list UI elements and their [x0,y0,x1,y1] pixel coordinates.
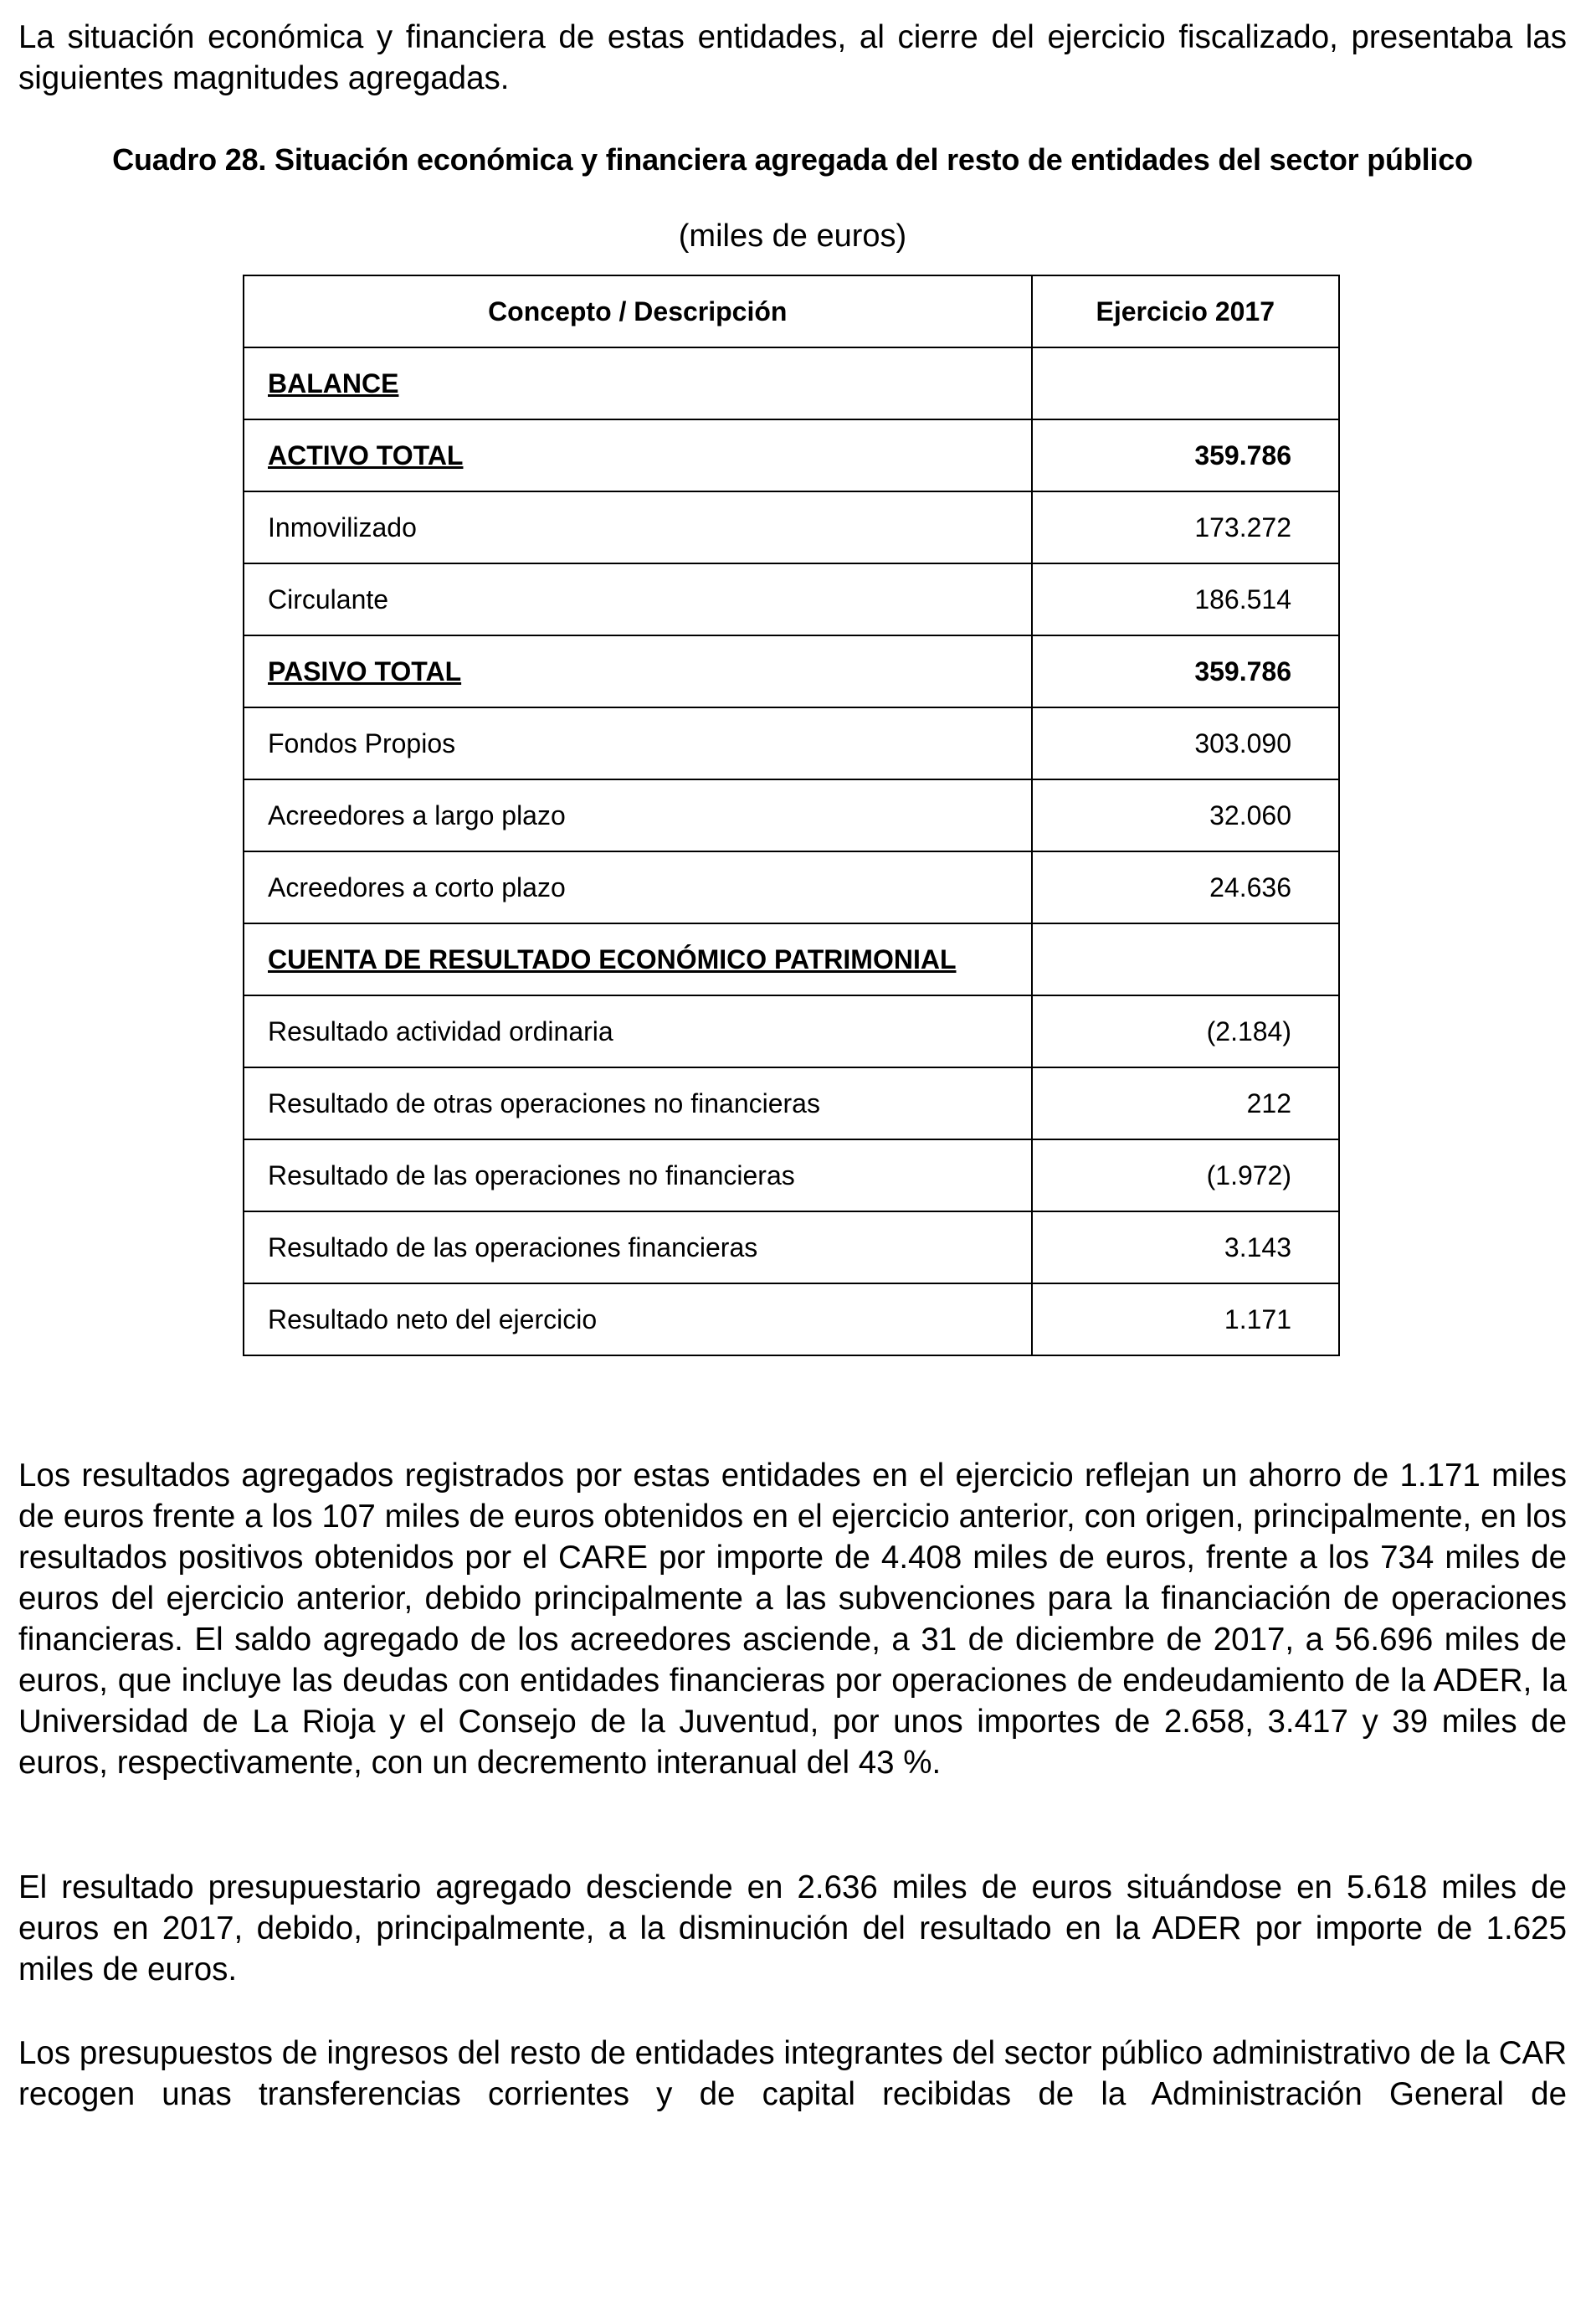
row-label: PASIVO TOTAL [244,635,1032,707]
table-row [244,851,1339,923]
row-value: (1.972) [1032,1139,1339,1211]
row-label: BALANCE [244,347,1032,419]
table-row [244,563,1339,635]
table-row [244,707,1339,779]
table-units: (miles de euros) [678,219,907,254]
table-caption: Cuadro 28. Situación económica y financiera agregada del resto de entidades del sector público [112,142,1473,177]
row-value: 359.786 [1032,419,1339,491]
row-value: 186.514 [1032,563,1339,635]
row-label: Resultado neto del ejercicio [244,1283,1032,1355]
row-value: 173.272 [1032,491,1339,563]
row-label: CUENTA DE RESULTADO ECONÓMICO PATRIMONIAL [244,923,1032,995]
row-value: 32.060 [1032,779,1339,851]
table-row [244,1067,1339,1139]
row-label: Acreedores a largo plazo [244,779,1032,851]
results-paragraph: Los resultados agregados registrados por estas entidades en el ejercicio reflejan un ahorro de 1.171 miles de euros frente a los 107 miles de euros obtenidos en el ejercicio anterior, con origen, principalmente, en los resultados positivos obtenidos por el CARE por importe de 4.408 miles de euros, frente a los 734 miles de euros del ejercicio anterior, debido principalmente a las subvenciones para la financiación de operaciones financieras. El saldo agregado de los acreedores asciende, a 31 de diciembre de 2017, a 56.696 miles de euros, que incluye las deudas con entidades financieras por operaciones de endeudamiento de la ADER, la Universidad de La Rioja y el Consejo de la Juventud, por unos importes de 2.658, 3.417 y 39 miles de euros, respectivamente, con un decremento interanual del 43 %. [18,1458,1567,1781]
row-value: 3.143 [1032,1211,1339,1283]
row-value: (2.184) [1032,995,1339,1067]
row-label: Acreedores a corto plazo [244,851,1032,923]
header-ejercicio: Ejercicio 2017 [1032,275,1339,347]
table-row [244,635,1339,707]
table-row [244,347,1339,419]
table-row [244,1211,1339,1283]
table-header-row [244,275,1339,347]
financial-table [243,275,1340,1356]
income-budget-paragraph: Los presupuestos de ingresos del resto de entidades integrantes del sector público administrativo de la CAR recogen unas transferencias corrientes y de capital recibidas de la Administración General de [18,2035,1567,2112]
row-label: Inmovilizado [244,491,1032,563]
row-label: Resultado de otras operaciones no financieras [244,1067,1032,1139]
table-row [244,419,1339,491]
table-row [244,995,1339,1067]
row-label: Fondos Propios [244,707,1032,779]
table-row [244,1283,1339,1355]
row-value: 1.171 [1032,1283,1339,1355]
table-row [244,923,1339,995]
row-value: 212 [1032,1067,1339,1139]
row-value: 359.786 [1032,635,1339,707]
row-label: Resultado de las operaciones no financieras [244,1139,1032,1211]
intro-paragraph: La situación económica y financiera de estas entidades, al cierre del ejercicio fiscalizado, presentaba las siguientes magnitudes agregadas. [18,19,1567,96]
row-label: Resultado actividad ordinaria [244,995,1032,1067]
row-value [1032,347,1339,419]
row-label: Resultado de las operaciones financieras [244,1211,1032,1283]
table-row [244,779,1339,851]
table-row [244,1139,1339,1211]
row-value: 24.636 [1032,851,1339,923]
table-row [244,491,1339,563]
row-value [1032,923,1339,995]
row-label: ACTIVO TOTAL [244,419,1032,491]
row-value: 303.090 [1032,707,1339,779]
row-label: Circulante [244,563,1032,635]
header-concepto: Concepto / Descripción [244,275,1032,347]
budget-result-paragraph: El resultado presupuestario agregado desciende en 2.636 miles de euros situándose en 5.618 miles de euros en 2017, debido, principalmente, a la disminución del resultado en la ADER por importe de 1.625 miles de euros. [18,1869,1567,1987]
